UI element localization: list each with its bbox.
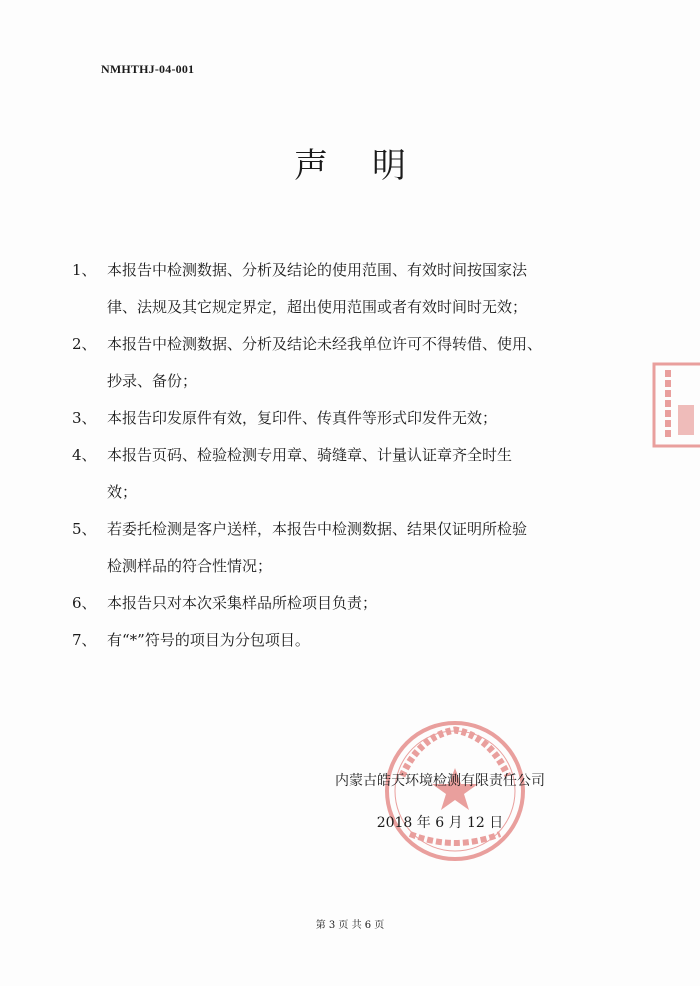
- item-text: [107, 400, 632, 437]
- item-number: 5、: [72, 520, 97, 538]
- item-line: 本报告中检测数据、分析及结论的使用范围、有效时间按国家法: [107, 261, 528, 279]
- issue-date: 2018 年 6 月 12 日: [376, 815, 504, 831]
- list-item: [72, 622, 632, 659]
- item-line: 有“*”符号的项目为分包项目。: [107, 631, 310, 649]
- seam-seal-icon: [650, 360, 700, 450]
- item-line: 抄录、备份；: [107, 372, 198, 390]
- item-text: [107, 622, 632, 659]
- item-line: 本报告印发原件有效，复印件、传真件等形式印发件无效；: [107, 409, 498, 427]
- item-number: 6、: [72, 594, 97, 612]
- statement-list: [72, 252, 632, 659]
- page-footer: 第 3 页 共 6 页: [315, 920, 385, 931]
- list-item: [72, 326, 632, 400]
- item-line: 本报告中检测数据、分析及结论未经我单位许可不得转借、使用、: [107, 335, 543, 353]
- list-item: [72, 252, 632, 326]
- item-line: 律、法规及其它规定界定，超出使用范围或者有效时间时无效；: [107, 298, 528, 316]
- signature-block: [290, 760, 590, 844]
- list-item: [72, 437, 632, 511]
- page-title: 声明: [294, 146, 450, 186]
- item-line: 效；: [107, 483, 138, 501]
- item-number: 4、: [72, 446, 97, 464]
- item-text: [107, 585, 632, 622]
- document-code: NMHTHJ-04-001: [101, 62, 195, 76]
- item-text: [107, 437, 632, 511]
- item-text: [107, 511, 632, 585]
- item-line: 若委托检测是客户送样，本报告中检测数据、结果仅证明所检验: [107, 520, 528, 538]
- item-text: [107, 326, 632, 400]
- list-item: [72, 400, 632, 437]
- item-number: 7、: [72, 631, 97, 649]
- list-item: [72, 511, 632, 585]
- item-text: [107, 252, 632, 326]
- item-line: 本报告页码、检验检测专用章、骑缝章、计量认证章齐全时生: [107, 446, 513, 464]
- list-item: [72, 585, 632, 622]
- company-name: 内蒙古皓天环境检测有限责任公司: [335, 773, 545, 789]
- item-line: 本报告只对本次采集样品所检项目负责；: [107, 594, 378, 612]
- item-number: 3、: [72, 409, 97, 427]
- item-number: 1、: [72, 261, 97, 279]
- item-line: 检测样品的符合性情况；: [107, 557, 273, 575]
- item-number: 2、: [72, 335, 97, 353]
